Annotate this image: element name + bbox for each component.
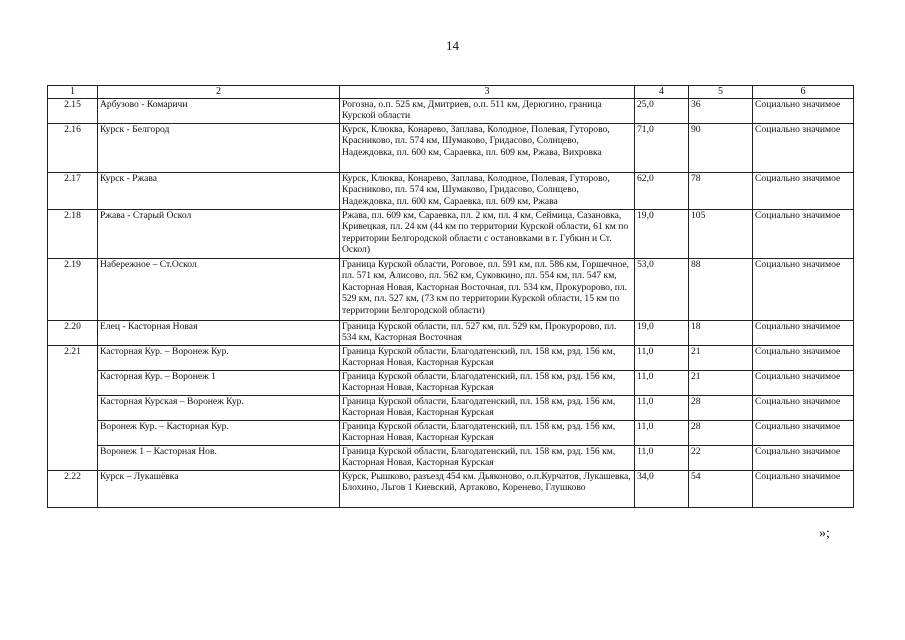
route-count: 36 [689,99,753,124]
table-row [48,321,854,346]
route-status: Социально значимое [753,173,854,210]
table-row [48,346,854,371]
row-number: 2.15 [48,99,98,124]
route-distance: 19,0 [635,210,689,259]
route-count: 21 [689,371,753,396]
column-header: 5 [689,86,753,99]
table-row [48,99,854,124]
route-name: Курск - Белгород [98,124,340,173]
route-name: Арбузово - Комаричи [98,99,340,124]
route-stops: Граница Курской области, Благодатенский, пл. 158 км, рзд. 156 км, Касторная Новая, Касторная Курская [340,446,635,471]
table-row [48,259,854,321]
row-number: 2.19 [48,259,98,321]
route-count: 28 [689,396,753,421]
route-status: Социально значимое [753,446,854,471]
route-count: 54 [689,471,753,508]
route-stops: Граница Курской области, Благодатенский, пл. 158 км, рзд. 156 км, Касторная Новая, Касторная Курская [340,371,635,396]
route-name: Воронеж 1 – Касторная Нов. [98,446,340,471]
route-stops: Курск, Рышково, разъезд 454 км. Дьяконово, о.п.Курчатов, Лукашевка, Блохино, Льгов 1 Киевский, Артаково, Коренево, Глушково [340,471,635,508]
route-status: Социально значимое [753,99,854,124]
table-row [48,471,854,508]
table-row [48,396,854,421]
route-stops: Рогозна, о.п. 525 км, Дмитриев, о.п. 511 км, Дерюгино, граница Курской области [340,99,635,124]
route-distance: 19,0 [635,321,689,346]
table-row [48,371,854,396]
route-status: Социально значимое [753,259,854,321]
route-stops: Граница Курской области, Благодатенский, пл. 158 км, рзд. 156 км, Касторная Новая, Касторная Курская [340,346,635,371]
column-header: 2 [98,86,340,99]
route-count: 22 [689,446,753,471]
route-distance: 62,0 [635,173,689,210]
route-status: Социально значимое [753,346,854,371]
table-row [48,446,854,471]
row-number: 2.20 [48,321,98,346]
route-status: Социально значимое [753,396,854,421]
route-stops: Курск, Клюква, Конарево, Заплава, Колодное, Полевая, Гуторово, Красниково, пл. 574 км, Шумаково, Гридасово, Солнцево, Надеждовка, пл. 600 км, Сараевка, пл. 609 км, Ржава [340,173,635,210]
route-count: 21 [689,346,753,371]
page-number: 14 [446,38,459,53]
route-stops: Граница Курской области, Благодатенский, пл. 158 км, рзд. 156 км, Касторная Новая, Касторная Курская [340,396,635,421]
route-name: Касторная Курская – Воронеж Кур. [98,396,340,421]
route-stops: Ржава, пл. 609 км, Сараевка, пл. 2 км, пл. 4 км, Сеймица, Сазановка, Кривецкая, пл. 24 км (44 км по территории Курской области, 61 км по территории Белгородской области с остановками в г. Губкин и Ст. Оскол) [340,210,635,259]
route-distance: 11,0 [635,371,689,396]
closing-quote-mark: »; [819,526,830,541]
route-distance: 11,0 [635,396,689,421]
column-header: 4 [635,86,689,99]
route-distance: 11,0 [635,421,689,446]
row-number: 2.16 [48,124,98,173]
table-row [48,210,854,259]
route-name: Набережное – Ст.Оскол [98,259,340,321]
routes-table [47,85,854,508]
route-count: 78 [689,173,753,210]
table-row [48,173,854,210]
route-status: Социально значимое [753,471,854,508]
column-header: 6 [753,86,854,99]
route-stops: Курск, Клюква, Конарево, Заплава, Колодное, Полевая, Гуторово, Красниково, пл. 574 км, Шумаково, Гридасово, Солнцево, Надеждовка, пл. 600 км, Сараевка, пл. 609 км, Ржава, Вихровка [340,124,635,173]
route-distance: 53,0 [635,259,689,321]
route-count: 105 [689,210,753,259]
route-name: Касторная Кур. – Воронеж Кур. [98,346,340,371]
route-count: 90 [689,124,753,173]
route-distance: 11,0 [635,346,689,371]
route-count: 28 [689,421,753,446]
route-name: Ржава - Старый Оскол [98,210,340,259]
row-number: 2.22 [48,471,98,508]
route-distance: 71,0 [635,124,689,173]
route-stops: Граница Курской области, Роговое, пл. 591 км, пл. 586 км, Горшечное, пл. 571 км, Алисово, пл. 562 км, Суковкино, пл. 554 км, пл. 547 км, Касторная Новая, Касторная Восточная, пл. 534 км, Прокуророво, пл. 529 км, пл. 527 км, (73 км по территории Курской области, 15 км по территории Белгородской области) [340,259,635,321]
route-name: Курск – Лукашёвка [98,471,340,508]
row-number: 2.17 [48,173,98,210]
route-distance: 25,0 [635,99,689,124]
row-number: 2.18 [48,210,98,259]
route-name: Касторная Кур. – Воронеж 1 [98,371,340,396]
route-count: 18 [689,321,753,346]
route-stops: Граница Курской области, пл. 527 км, пл. 529 км, Прокуророво, пл. 534 км, Касторная Восточная [340,321,635,346]
route-status: Социально значимое [753,371,854,396]
route-distance: 11,0 [635,446,689,471]
route-stops: Граница Курской области, Благодатенский, пл. 158 км, рзд. 156 км, Касторная Новая, Касторная Курская [340,421,635,446]
route-count: 88 [689,259,753,321]
route-name: Елец - Касторная Новая [98,321,340,346]
table-row [48,124,854,173]
row-number: 2.21 [48,346,98,471]
route-name: Курск - Ржава [98,173,340,210]
route-name: Воронеж Кур. – Касторная Кур. [98,421,340,446]
table-row [48,421,854,446]
route-status: Социально значимое [753,124,854,173]
route-status: Социально значимое [753,321,854,346]
route-distance: 34,0 [635,471,689,508]
column-header: 3 [340,86,635,99]
table-header-row [48,86,854,99]
route-status: Социально значимое [753,421,854,446]
route-status: Социально значимое [753,210,854,259]
column-header: 1 [48,86,98,99]
